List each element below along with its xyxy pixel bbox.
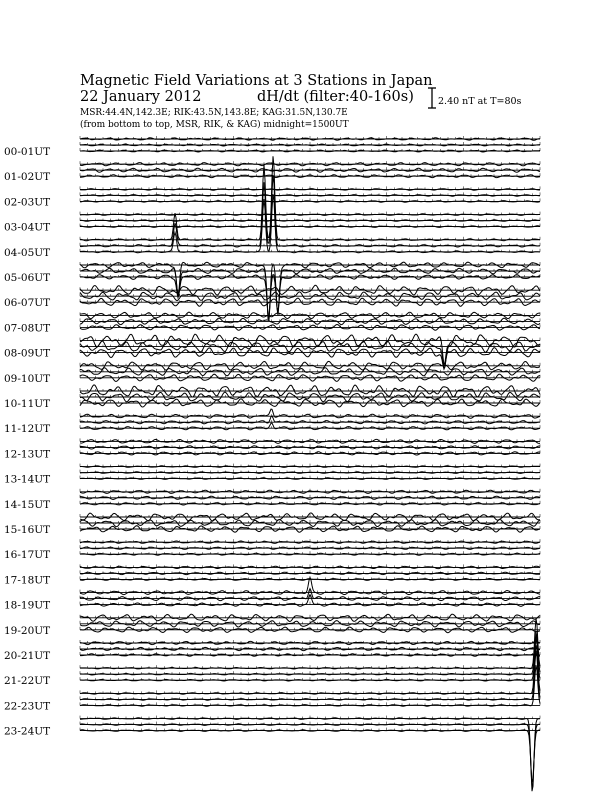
hour-label: 10-11UT [4,398,51,410]
hour-label: 06-07UT [4,297,51,310]
hour-row [4,285,540,309]
minute-ticks [80,590,540,593]
hour-row [4,385,540,410]
scale-bar-label: 2.40 nT at T=80s [438,96,522,107]
hour-label: 20-21UT [4,650,51,662]
station-order-note: (from bottom to top, MSR, RIK, & KAG) midnight=1500UT [80,120,349,130]
chart-quantity: dH/dt (filter:40-160s) [257,89,414,105]
station-trace-rik [80,724,540,788]
hour-label: 04-05UT [4,246,51,259]
station-coordinates: MSR:44.4N,142.3E; RIK:43.5N,143.8E; KAG:31.5N,130.7E [80,108,348,118]
hour-row [4,489,540,511]
hour-label: 00-01UT [4,146,51,158]
minute-ticks [80,602,540,605]
hour-label: 11-12UT [4,423,51,436]
hour-label: 15-16UT [4,524,51,536]
chart-date: 22 January 2012 [80,89,202,105]
hour-label: 12-13UT [4,448,51,461]
hour-label: 07-08UT [4,322,51,335]
hour-row [4,438,540,460]
hour-row [4,539,540,561]
hour-label: 19-20UT [4,624,51,637]
hour-row [4,564,540,586]
hour-row [4,361,540,384]
hour-label: 22-23UT [4,700,51,713]
station-trace-rik [80,175,540,247]
hour-label: 02-03UT [4,196,51,209]
hour-label: 18-19UT [4,599,51,612]
minute-ticks [80,350,540,353]
hour-label: 09-10UT [4,372,51,385]
hour-row [4,578,540,612]
hour-rows [4,136,540,791]
station-trace-kag [80,636,540,694]
station-trace-msr [80,730,540,783]
hour-row [4,156,540,258]
station-trace-msr [80,645,540,681]
minute-ticks [80,514,540,517]
hour-row [4,513,540,536]
hour-label: 05-06UT [4,272,51,284]
hour-row [4,409,540,435]
hour-label: 03-04UT [4,221,51,234]
hour-label: 08-09UT [4,347,51,360]
hour-label: 13-14UT [4,473,51,486]
hour-row [4,716,540,792]
hour-label: 14-15UT [4,498,51,511]
hour-label: 21-22UT [4,675,51,688]
hour-label: 16-17UT [4,549,51,562]
hour-row [4,136,540,158]
hour-row [4,640,540,662]
hour-row [4,464,540,486]
hour-row [4,312,540,334]
hour-label: 23-24UT [4,725,51,738]
scale-bar [428,88,522,108]
hour-label: 17-18UT [4,574,51,587]
chart-title: Magnetic Field Variations at 3 Stations in Japan [80,73,433,89]
hour-label: 01-02UT [4,171,51,184]
hour-row [4,614,540,637]
